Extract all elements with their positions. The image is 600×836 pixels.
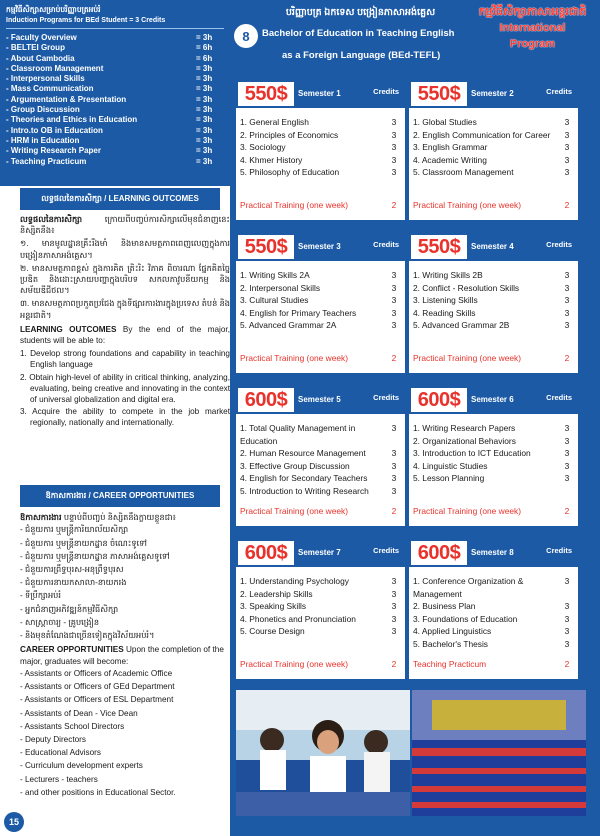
left-column	[0, 0, 230, 836]
induction-list	[0, 31, 230, 167]
course-row	[240, 319, 401, 332]
course-row	[413, 307, 574, 320]
intl-khmer: កម្មវិធីសិក្សាភាសាអន្តរជាតិ	[478, 6, 587, 18]
credits-label: Credits	[373, 393, 399, 402]
course-name: 2. Principles of Economics	[240, 129, 339, 140]
lo-kh-intro: ក្រោយពីបញ្ចប់ការសិក្សាលើមុខជំនាញនេះនិស្សិតនឹង៖	[20, 215, 230, 236]
credits-label: Credits	[546, 546, 572, 555]
course-row	[240, 129, 401, 142]
course-row	[413, 154, 574, 167]
course-credits: 3	[391, 295, 397, 306]
career-en-item: - Assistants or Officers of GEd Department	[20, 682, 175, 692]
course-row	[413, 129, 574, 142]
course-credits: 3	[391, 167, 397, 178]
semester-card-header	[236, 80, 405, 108]
course-credits: 3	[564, 307, 570, 318]
course-row	[240, 588, 401, 601]
induction-item-hours: = 3h	[196, 94, 213, 104]
practical-credits: 2	[391, 506, 397, 516]
course-credits: 3	[391, 626, 397, 637]
practical-training-row	[240, 200, 401, 210]
lo-kh-item: ១. មានមូលដ្ឋានគ្រឹះរឹងមាំ និងមានសមត្ថភាពពេញលេញក្នុងការបង្រៀនភាសាអង់គ្លេស។	[20, 239, 230, 260]
course-list	[236, 567, 405, 638]
induction-item-hours: = 3h	[196, 135, 213, 145]
course-row	[413, 319, 574, 332]
semester-price: 550$	[238, 82, 294, 106]
induction-item-hours: = 3h	[196, 115, 213, 125]
career-kh-item: - ជំនួយការ ឬមន្ត្រីការិយាល័យសិក្សា	[20, 525, 129, 535]
semester-price: 550$	[411, 82, 467, 106]
course-credits: 3	[391, 307, 397, 318]
course-row	[240, 460, 401, 473]
career-en-item: - Educational Advisors	[20, 748, 102, 758]
lo-kh-list	[20, 238, 230, 320]
learning-outcomes-heading: លទ្ធផលនៃការសិក្សា / LEARNING OUTCOMES	[20, 188, 220, 210]
course-name: 4. Linguistic Studies	[413, 460, 488, 471]
course-row	[240, 307, 401, 320]
career-kh-intro: បន្ទាប់ពីបញ្ចប់ និស្សិតនឹងក្លាយខ្លួនជា៖	[61, 513, 177, 522]
course-name: 5. Introduction to Writing Research	[240, 485, 369, 496]
induction-item	[6, 95, 224, 105]
practical-training-row	[413, 200, 574, 210]
lo-kh-item: ៣. មានសមត្ថភាពប្រកួតប្រជែង ក្នុងទីផ្សារការងារក្នុងប្រទេស តំបន់ និងអន្តរជាតិ។	[20, 299, 230, 320]
induction-item-name: - Theories and Ethics in Education	[6, 115, 138, 125]
semester-card-header	[236, 539, 405, 567]
course-credits: 3	[391, 270, 397, 280]
course-name: 1. Writing Skills 2B	[413, 270, 483, 280]
career-kh-item: - ជំនួយការ ឬមន្ត្រីនាយកដ្ឋាន ចំណេះទូទៅ	[20, 538, 147, 548]
course-row	[413, 638, 574, 651]
induction-item	[6, 105, 224, 115]
course-credits: 3	[564, 117, 570, 127]
course-name: 3. Cultural Studies	[240, 295, 309, 306]
semester-price: 600$	[238, 388, 294, 412]
semester-price: 550$	[411, 235, 467, 259]
lo-kh-lead: លទ្ធផលនៃការសិក្សា	[20, 215, 83, 224]
semester-card-header	[236, 386, 405, 414]
program-khmer-title: បរិញ្ញាបត្រ ឯកទេស បង្រៀនភាសាអង់គ្លេស	[285, 7, 436, 18]
course-credits: 3	[391, 460, 397, 471]
induction-item-hours: = 3h	[196, 63, 213, 73]
course-row	[240, 447, 401, 460]
course-name: 3. English Grammar	[413, 142, 488, 153]
course-row	[413, 613, 574, 626]
course-credits: 3	[391, 423, 397, 433]
induction-khmer-title: កម្មវិធីសិក្សាសម្រាប់បរិញ្ញាបត្រអប់រំ	[6, 5, 101, 14]
course-name: 2. Leadership Skills	[240, 588, 313, 599]
course-credits: 3	[391, 142, 397, 153]
course-row	[413, 435, 574, 448]
induction-subtitle: Induction Programs for BEd Student = 3 Credits	[6, 17, 166, 24]
semester-label: Semester 5	[298, 395, 341, 404]
practical-training-row	[413, 353, 574, 363]
course-row	[240, 154, 401, 167]
induction-item	[6, 136, 224, 146]
course-credits: 3	[391, 613, 397, 624]
course-credits: 3	[391, 129, 397, 140]
lo-en-item: 2. Obtain high-level of ability in critical thinking, analyzing, evaluating, being creative and innovating in the context of universal globalization and digital era.	[20, 372, 230, 405]
course-name: 4. Reading Skills	[413, 307, 476, 318]
career-heading: ឱកាសការងារ / CAREER OPPORTUNITIES	[20, 485, 220, 507]
course-row	[240, 269, 401, 282]
induction-item-hours: = 3h	[196, 33, 213, 42]
course-credits: 3	[564, 320, 570, 331]
credits-label: Credits	[373, 546, 399, 555]
career-en-item: - Assistants of Dean - Vice Dean	[20, 708, 138, 718]
career-en-item: - Assistants School Directors	[20, 721, 125, 731]
semester-card	[409, 80, 578, 220]
course-row	[240, 575, 401, 588]
course-name: 5. Advanced Grammar 2A	[240, 320, 337, 331]
semester-price: 550$	[238, 235, 294, 259]
induction-item-name: - Writing Research Paper	[6, 146, 101, 156]
induction-item-name: - Mass Communication	[6, 84, 94, 94]
induction-item	[6, 115, 224, 125]
induction-item-hours: = 3h	[196, 74, 213, 84]
lo-kh-item: ២. មានសមត្ថភាពខ្ពស់ ក្នុងការគិត ត្រិះរិះ វិភាគ ពិចារណា ផ្នែកគិតច្នៃប្រឌិត និងដោះស្រាយបញ្ហាក្នុងបរិបទ សកលភាវូបនីយកម្ម និងសម័យឌីជីថល។	[20, 263, 230, 296]
course-name: 4. Khmer History	[240, 154, 303, 165]
course-name: 3. Effective Group Discussion	[240, 460, 350, 471]
practical-credits: 2	[564, 353, 570, 363]
induction-item	[6, 157, 224, 167]
course-list	[409, 414, 578, 485]
induction-item	[6, 74, 224, 84]
career-en-item: - Assistants or Officers of ESL Department	[20, 695, 174, 705]
course-row	[413, 282, 574, 295]
career-en-intro: Upon the completion of the major, graduates will become:	[20, 645, 224, 666]
course-row	[240, 613, 401, 626]
career-en-list	[20, 667, 230, 799]
credits-label: Credits	[546, 393, 572, 402]
career-en-item: - Deputy Directors	[20, 735, 86, 745]
course-row	[413, 575, 574, 600]
semester-card-header	[409, 80, 578, 108]
course-credits: 3	[391, 576, 397, 586]
course-credits: 3	[391, 154, 397, 165]
course-credits: 3	[391, 485, 397, 496]
course-credits: 3	[564, 613, 570, 624]
course-credits: 3	[564, 460, 570, 471]
course-name: 3. Introduction to ICT Education	[413, 448, 531, 459]
practical-training-row	[413, 659, 574, 669]
practical-training-row	[413, 506, 574, 516]
course-credits: 3	[564, 435, 570, 446]
practical-name: Practical Training (one week)	[413, 353, 521, 363]
practical-credits: 2	[391, 200, 397, 210]
induction-item-name: - Interpersonal Skills	[6, 74, 85, 84]
course-name: 4. English for Primary Teachers	[240, 307, 357, 318]
career-kh-item: - ជំនួយការនាយកសាលា-នាយករង	[20, 578, 127, 588]
course-credits: 3	[564, 576, 570, 586]
course-name: 4. Academic Writing	[413, 154, 487, 165]
course-credits: 3	[564, 270, 570, 280]
course-list	[409, 108, 578, 179]
induction-item	[6, 54, 224, 64]
course-credits: 3	[564, 601, 570, 612]
course-name: 2. Human Resource Management	[240, 448, 366, 459]
course-name: 3. Sociology	[240, 142, 286, 153]
course-name: 1. General English	[240, 117, 309, 127]
semester-label: Semester 6	[471, 395, 514, 404]
induction-item	[6, 33, 224, 43]
course-row	[240, 166, 401, 179]
semester-card-header	[409, 539, 578, 567]
course-name: 1. Understanding Psychology	[240, 576, 349, 586]
course-row	[413, 116, 574, 129]
course-credits: 3	[564, 154, 570, 165]
course-row	[413, 269, 574, 282]
practical-credits: 2	[564, 506, 570, 516]
course-name: 1. Writing Skills 2A	[240, 270, 310, 280]
course-credits: 3	[564, 473, 570, 484]
course-row	[413, 472, 574, 485]
program-number-badge: 8	[234, 24, 258, 48]
course-name: 5. Bachelor's Thesis	[413, 638, 488, 649]
induction-panel	[0, 0, 230, 186]
course-credits: 3	[564, 282, 570, 293]
intl-line1: International	[499, 22, 566, 34]
course-credits: 3	[564, 167, 570, 178]
course-name: 5. Classroom Management	[413, 167, 514, 178]
course-list	[409, 261, 578, 332]
induction-item-hours: = 6h	[196, 43, 213, 53]
semester-label: Semester 1	[298, 89, 341, 98]
lo-en-intro: By the end of the major, students will be able to:	[20, 324, 230, 346]
practical-name: Teaching Practicum	[413, 659, 487, 669]
induction-item-name: - Intro.to OB in Education	[6, 125, 103, 135]
program-title-line1: Bachelor of Education in Teaching English	[262, 28, 455, 39]
course-credits: 3	[564, 142, 570, 153]
course-name: 4. Phonetics and Pronunciation	[240, 613, 356, 624]
practical-name: Practical Training (one week)	[413, 506, 521, 516]
course-name: 2. Organizational Behaviors	[413, 435, 516, 446]
career-en-item: - Curriculum development experts	[20, 761, 143, 771]
course-name: 2. English Communication for Career	[413, 129, 551, 140]
semester-card	[236, 386, 405, 526]
semester-label: Semester 4	[471, 242, 514, 251]
induction-item	[6, 64, 224, 74]
career-kh-item: - ជំនួយការ ឬមន្ត្រីនាយកដ្ឋាន ភាសាអង់គ្លេសទូទៅ	[20, 551, 170, 561]
practical-training-row	[240, 659, 401, 669]
career-text	[20, 512, 230, 799]
course-row	[240, 600, 401, 613]
lo-en-list	[20, 348, 230, 428]
induction-item-hours: = 3h	[196, 156, 213, 166]
semester-card	[409, 539, 578, 679]
course-credits: 3	[564, 638, 570, 649]
course-credits: 3	[391, 282, 397, 293]
career-kh-item: - សាស្ត្រាចារ្យ - គ្រូបង្រៀន	[20, 617, 100, 627]
course-credits: 3	[564, 626, 570, 637]
induction-item-name: - Faculty Overview	[6, 33, 77, 42]
course-name: 1. Conference Organization & Management	[413, 576, 524, 599]
course-credits: 3	[391, 320, 397, 331]
course-list	[236, 261, 405, 332]
course-name: 3. Listening Skills	[413, 295, 478, 306]
semester-price: 600$	[411, 541, 467, 565]
semester-label: Semester 7	[298, 548, 341, 557]
credits-label: Credits	[546, 240, 572, 249]
practical-name: Practical Training (one week)	[240, 353, 348, 363]
practical-name: Practical Training (one week)	[240, 659, 348, 669]
course-row	[240, 141, 401, 154]
practical-credits: 2	[391, 659, 397, 669]
induction-item-name: - Group Discussion	[6, 105, 80, 115]
course-row	[240, 294, 401, 307]
career-en-item: - and other positions in Educational Sector.	[20, 787, 176, 797]
induction-item-name: - Argumentation & Presentation	[6, 94, 127, 104]
course-name: 4. English for Secondary Teachers	[240, 473, 368, 484]
semester-card-header	[236, 233, 405, 261]
career-kh-list	[20, 523, 230, 642]
course-name: 5. Course Design	[240, 626, 305, 637]
program-title-line2: as a Foreign Language (BEd-TEFL)	[282, 50, 441, 61]
learning-outcomes-text	[20, 214, 230, 430]
course-row	[413, 141, 574, 154]
induction-item-name: - Teaching Practicum	[6, 156, 87, 166]
course-name: 1. Total Quality Management in Education	[240, 423, 356, 446]
course-row	[413, 625, 574, 638]
divider	[6, 28, 224, 29]
course-name: 2. Interpersonal Skills	[240, 282, 321, 293]
course-row	[413, 447, 574, 460]
course-credits: 3	[564, 129, 570, 140]
semester-card	[236, 80, 405, 220]
course-row	[240, 422, 401, 447]
semester-card	[409, 386, 578, 526]
induction-item-name: - About Cambodia	[6, 53, 75, 63]
career-kh-item: - និងមុខតំណែងជាច្រើនទៀតក្នុងវិស័យអប់រំ។	[20, 631, 155, 641]
practical-training-row	[240, 353, 401, 363]
practical-credits: 2	[564, 659, 570, 669]
photo-strip	[236, 690, 594, 816]
lo-en-lead: LEARNING OUTCOMES	[20, 324, 117, 334]
credits-label: Credits	[373, 87, 399, 96]
course-credits: 3	[391, 601, 397, 612]
career-en-lead: CAREER OPPORTUNITIES	[20, 645, 124, 655]
course-name: 1. Global Studies	[413, 117, 477, 127]
credits-label: Credits	[546, 87, 572, 96]
induction-item-hours: = 6h	[196, 53, 213, 63]
career-en-item: - Assistants or Officers of Academic Office	[20, 669, 173, 679]
course-name: 5. Advanced Grammar 2B	[413, 320, 510, 331]
course-row	[240, 485, 401, 498]
course-name: 4. Applied Linguistics	[413, 626, 492, 637]
course-list	[409, 567, 578, 651]
course-name: 2. Business Plan	[413, 601, 476, 612]
induction-item	[6, 126, 224, 136]
international-program-label	[465, 4, 600, 52]
course-list	[236, 414, 405, 498]
course-row	[413, 600, 574, 613]
induction-item	[6, 84, 224, 94]
induction-item	[6, 146, 224, 156]
career-en-item: - Lecturers - teachers	[20, 774, 98, 784]
practical-credits: 2	[391, 353, 397, 363]
practical-credits: 2	[564, 200, 570, 210]
lo-en-item: 3. Acquire the ability to compete in the job market regionally, nationally and internationally.	[20, 407, 230, 428]
career-kh-item: - អ្នកជំនាញអភិវឌ្ឍន៍កម្មវិធីសិក្សា	[20, 604, 119, 614]
induction-item-hours: = 3h	[196, 84, 213, 94]
semester-label: Semester 8	[471, 548, 514, 557]
course-list	[236, 108, 405, 179]
course-row	[240, 625, 401, 638]
semester-card	[236, 539, 405, 679]
semester-card-header	[409, 386, 578, 414]
course-name: 3. Speaking Skills	[240, 601, 307, 612]
practical-name: Practical Training (one week)	[240, 506, 348, 516]
course-credits: 3	[564, 423, 570, 433]
induction-item-name: - BELTEI Group	[6, 43, 65, 53]
course-row	[413, 166, 574, 179]
course-row	[413, 294, 574, 307]
career-kh-item: - ទីប្រឹក្សាអប់រំ	[20, 591, 61, 601]
semester-price: 600$	[238, 541, 294, 565]
course-row	[413, 422, 574, 435]
induction-item-hours: = 3h	[196, 125, 213, 135]
practical-name: Practical Training (one week)	[240, 200, 348, 210]
semester-card	[236, 233, 405, 373]
induction-item	[6, 43, 224, 53]
course-credits: 3	[564, 295, 570, 306]
course-credits: 3	[391, 448, 397, 459]
course-row	[240, 116, 401, 129]
lo-en-item: 1. Develop strong foundations and capability in teaching English language	[20, 349, 230, 370]
career-kh-lead: ឱកាសការងារ	[20, 513, 62, 522]
students-classroom-photo	[236, 690, 410, 816]
career-kh-item: - ជំនួយការព្រឹទ្ធបុរស-អនុព្រឹទ្ធបុរស	[20, 565, 124, 575]
graduation-ceremony-photo	[412, 690, 586, 816]
intl-line2: Program	[509, 38, 556, 50]
practical-training-row	[240, 506, 401, 516]
course-name: 5. Philosophy of Education	[240, 167, 340, 178]
semester-card	[409, 233, 578, 373]
course-row	[413, 460, 574, 473]
course-name: 2. Conflict - Resolution Skills	[413, 282, 520, 293]
program-header	[230, 0, 600, 74]
semester-label: Semester 2	[471, 89, 514, 98]
semester-label: Semester 3	[298, 242, 341, 251]
semester-card-header	[409, 233, 578, 261]
induction-item-name: - HRM in Education	[6, 135, 80, 145]
course-row	[240, 282, 401, 295]
course-row	[240, 472, 401, 485]
course-credits: 3	[391, 117, 397, 127]
induction-item-hours: = 3h	[196, 105, 213, 115]
course-name: 3. Foundations of Education	[413, 613, 518, 624]
induction-item-name: - Classroom Management	[6, 63, 104, 73]
course-credits: 3	[564, 448, 570, 459]
induction-item-hours: = 3h	[196, 146, 213, 156]
course-name: 5. Lesson Planning	[413, 473, 485, 484]
semester-price: 600$	[411, 388, 467, 412]
practical-name: Practical Training (one week)	[413, 200, 521, 210]
course-name: 1. Writing Research Papers	[413, 423, 516, 433]
page-number: 15	[4, 812, 24, 832]
credits-label: Credits	[373, 240, 399, 249]
course-credits: 3	[391, 588, 397, 599]
course-credits: 3	[391, 473, 397, 484]
